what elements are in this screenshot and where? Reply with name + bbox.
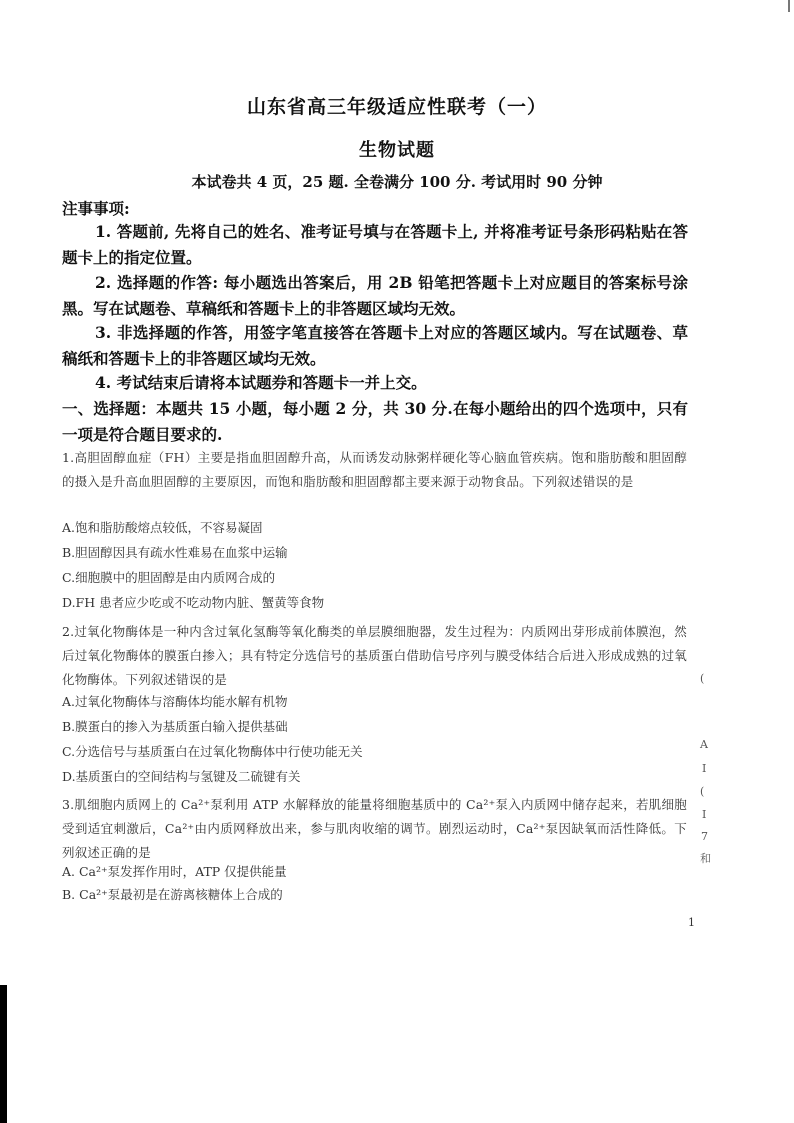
edge-fragment: A — [700, 738, 708, 751]
scan-edge-mark — [788, 0, 790, 12]
question-option: D.FH 患者应少吃或不吃动物内脏、蟹黄等食物 — [62, 595, 325, 610]
page-number: 1 — [688, 916, 695, 929]
question-option: A. Ca²⁺泵发挥作用时，ATP 仅提供能量 — [62, 864, 287, 879]
subject-title: 生物试题 — [359, 140, 435, 161]
note-item: 1. 答题前, 先将自己的姓名、准考证号填与在答题卡上, 并将准考证号条形码粘贴在答题卡上的指定位置。 — [62, 222, 688, 267]
scan-edge-bar — [0, 985, 7, 1123]
exam-title: 山东省高三年级适应性联考（一） — [246, 96, 547, 118]
question-option: C.细胞膜中的胆固醇是由内质网合成的 — [62, 570, 276, 585]
notes-heading: 注事事项: — [62, 199, 130, 218]
edge-fragment: ( — [700, 672, 705, 685]
question-option: A.饱和脂肪酸熔点较低，不容易凝固 — [62, 520, 263, 535]
note-item: 3. 非选择题的作答，用签字笔直接答在答题卡上对应的答题区域内。写在试题卷、草稿纸和答题卡上的非答题区域均无效。 — [62, 323, 688, 368]
question-option: B.膜蛋白的掺入为基质蛋白输入提供基础 — [62, 719, 288, 734]
exam-meta: 本试卷共 4 页，25 题. 全卷满分 100 分. 考试用时 90 分钟 — [191, 173, 603, 191]
edge-fragment: I — [702, 762, 707, 775]
edge-fragment: 和 — [700, 852, 711, 865]
question-option: A.过氧化物酶体与溶酶体均能水解有机物 — [62, 694, 288, 709]
question-option: B. Ca²⁺泵最初是在游离核糖体上合成的 — [62, 887, 283, 902]
section-heading: 一、选择题：本题共 15 小题，每小题 2 分，共 30 分.在每小题给出的四个选项中，只有一项是符合题目要求的. — [62, 399, 688, 444]
note-item: 2. 选择题的作答: 每小题选出答案后，用 2B 铅笔把答题卡上对应题目的答案标号涂黑。写在试题卷、草稿纸和答题卡上的非答题区域均无效。 — [62, 273, 688, 318]
question-option: B.胆固醇因具有疏水性难易在血浆中运输 — [62, 545, 288, 560]
edge-fragment: I — [702, 808, 707, 821]
question-stem: 1.高胆固醇血症（FH）主要是指血胆固醇升高，从而诱发动脉粥样硬化等心脑血管疾病。饱和脂肪酸和胆固醇的摄入是升高血胆固醇的主要原因，而饱和脂肪酸和胆固醇都主要来源于动物食品。下列叙述错误的是 — [62, 450, 687, 489]
question-stem: 3.肌细胞内质网上的 Ca²⁺泵利用 ATP 水解释放的能量将细胞基质中的 Ca²⁺泵入内质网中储存起来，若肌细胞受到适宜刺激后，Ca²⁺由内质网释放出来，参与肌肉收缩的调节。剧烈运动时，Ca²⁺泵因缺氧而活性降低。下列叙述正确的是 — [62, 797, 687, 860]
note-item: 4. 考试结束后请将本试题券和答题卡一并上交。 — [95, 373, 427, 392]
question-option: C.分选信号与基质蛋白在过氧化物酶体中行使功能无关 — [62, 744, 363, 759]
question-stem: 2.过氧化物酶体是一种内含过氧化氢酶等氧化酶类的单层膜细胞器，发生过程为：内质网出芽形成前体膜泡，然后过氧化物酶体的膜蛋白掺入；具有特定分选信号的基质蛋白借助信号序列与膜受体结合后进入形成成熟的过氧化物酶体。下列叙述错误的是 — [62, 624, 687, 687]
edge-fragment: 7 — [701, 830, 708, 843]
question-option: D.基质蛋白的空间结构与氢键及二硫键有关 — [62, 769, 301, 784]
edge-fragment: ( — [700, 785, 705, 798]
